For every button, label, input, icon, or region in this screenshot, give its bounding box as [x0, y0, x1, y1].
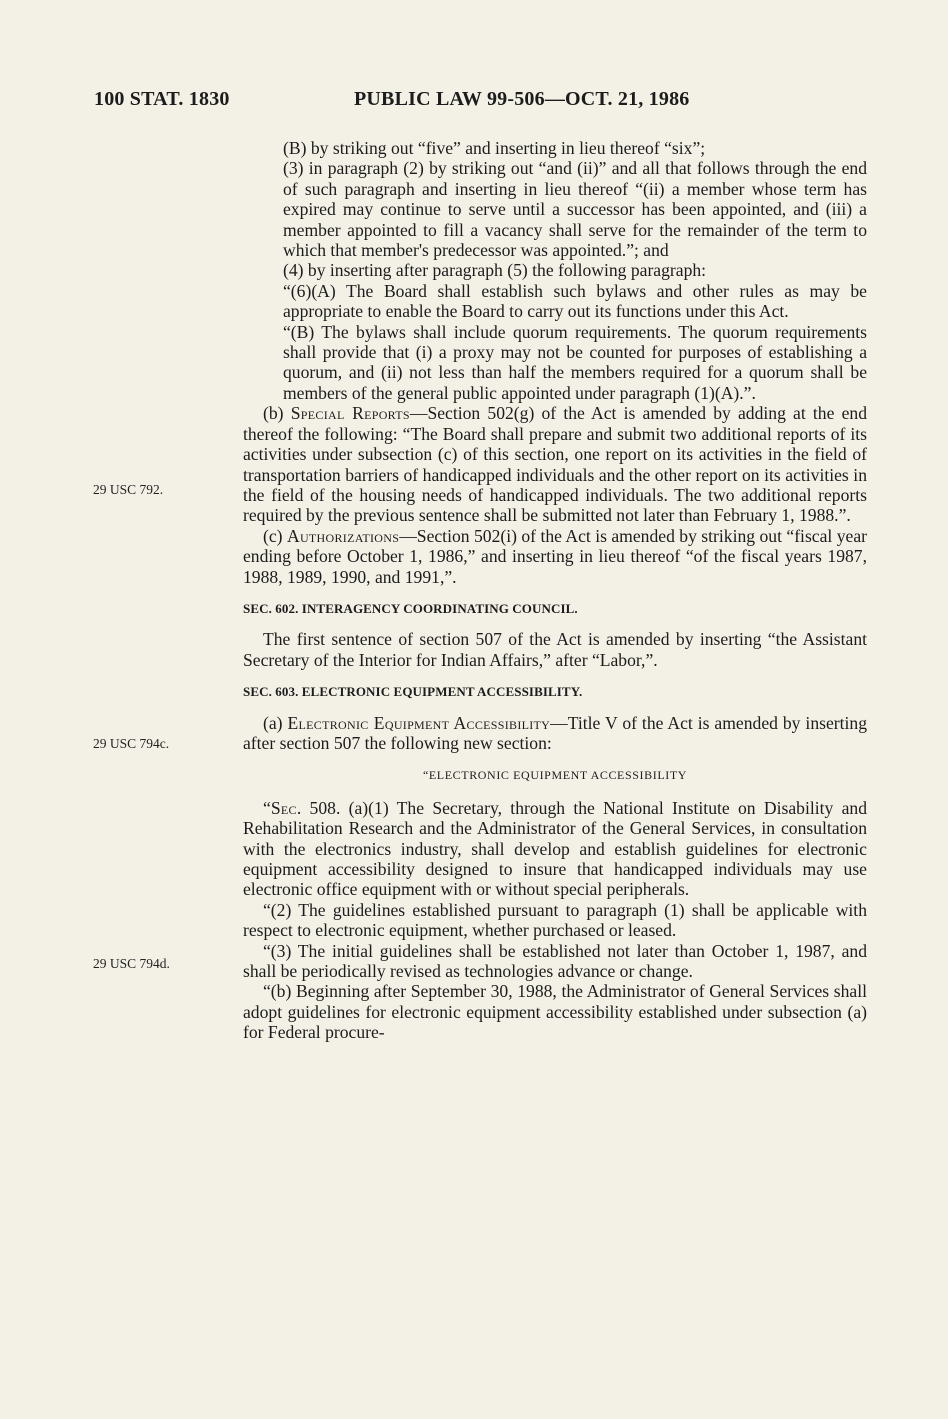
subsection-c-authorizations	[243, 526, 867, 587]
subsection-c-heading: Authorizations	[286, 525, 400, 546]
subsection-a-text: —Title V of the Act is amended by inserting after section 507 the following new section:	[243, 712, 867, 753]
public-law-title: PUBLIC LAW 99-506—OCT. 21, 1986	[354, 88, 690, 110]
electronic-equipment-accessibility-heading: “ELECTRONIC EQUIPMENT ACCESSIBILITY	[422, 768, 688, 783]
subsection-b-heading: Special Reports	[290, 403, 410, 424]
margin-note-29-usc-794d: 29 USC 794d.	[93, 956, 170, 971]
section-508-a1-text: . 508. (a)(1) The Secretary, through the National Institute on Disability and Rehabilitation Research and the Administrator of the General Services, in consultation with the electronics industry, shall develop and establish guidelines for electronic equipment accessibility designed to insure that handicapped individuals may use electronic office equipment with or without special peripherals.	[243, 797, 867, 900]
subsection-b-label: (b)	[263, 403, 284, 424]
subsection-a-electronic-equipment	[243, 713, 867, 754]
margin-note-29-usc-794c: 29 USC 794c.	[93, 736, 170, 751]
subsection-c-text: —Section 502(i) of the Act is amended by striking out “fiscal year ending before October 1, 1986,” and inserting in lieu thereof “of the fiscal years 1987, 1988, 1989, 1990, and 1991,”.	[243, 525, 867, 587]
paragraph-6b: “(B) The bylaws shall include quorum requirements. The quorum requirements shall provide that (i) a proxy may not be counted for purposes of establishing a quorum, and (ii) not less than half the members required for a quorum shall be members of the general public appointed under paragraph (1)(A).”.	[283, 321, 867, 403]
subsection-a-heading: Electronic Equipment Accessibility	[287, 712, 551, 733]
statute-page-citation: 100 STAT. 1830	[94, 88, 230, 110]
section-602-heading: SEC. 602. INTERAGENCY COORDINATING COUNCIL.	[243, 600, 578, 616]
subsection-b-special-reports	[243, 403, 867, 525]
section-508-sec-label: Sec	[270, 797, 297, 818]
body-text	[243, 138, 867, 1043]
margin-note-29-usc-792: 29 USC 792.	[93, 482, 164, 497]
subsection-a-label: (a)	[263, 712, 283, 733]
section-508-open-quote: “	[263, 797, 271, 818]
section-602-text: The first sentence of section 507 of the Act is amended by inserting “the Assistant Secretary of the Interior for Indian Affairs,” after “Labor,”.	[243, 629, 867, 670]
section-508-a2: “(2) The guidelines established pursuant to paragraph (1) shall be applicable with respect to electronic equipment, whether purchased or leased.	[243, 899, 867, 941]
section-508-a1	[243, 798, 867, 900]
section-603-heading: SEC. 603. ELECTRONIC EQUIPMENT ACCESSIBILITY.	[243, 684, 583, 700]
subsection-b-text: —Section 502(g) of the Act is amended by adding at the end thereof the following: “The Board shall prepare and submit two additional reports of its activities under subsection (c) of this section, one report on its activities in the field of transportation barriers of handicapped individuals and the other report on its activities in the field of the housing needs of handicapped individuals. The two additional reports required by the previous sentence shall be submitted not later than February 1, 1988.”.	[243, 403, 867, 526]
paragraph-4: (4) by inserting after paragraph (5) the following paragraph:	[283, 260, 707, 281]
section-508-a3: “(3) The initial guidelines shall be established not later than October 1, 1987, and shall be periodically revised as technologies advance or change.	[243, 940, 867, 982]
page-header	[94, 88, 874, 118]
section-508-b: “(b) Beginning after September 30, 1988, the Administrator of General Services shall adopt guidelines for electronic equipment accessibility established under subsection (a) for Federal procure-	[243, 981, 867, 1043]
paragraph-b-five-six: (B) by striking out “five” and inserting in lieu thereof “six”;	[283, 138, 706, 158]
subsection-c-label: (c)	[263, 525, 283, 546]
paragraph-6a: “(6)(A) The Board shall establish such bylaws and other rules as may be appropriate to enable the Board to carry out its functions under this Act.	[283, 280, 867, 322]
paragraph-3: (3) in paragraph (2) by striking out “and (ii)” and all that follows through the end of such paragraph and inserting in lieu thereof “(ii) a member whose term has expired may continue to serve until a successor has been appointed, and (iii) a member appointed to fill a vacancy shall serve for the remainder of the term to which that member's predecessor was appointed.”; and	[283, 158, 867, 261]
